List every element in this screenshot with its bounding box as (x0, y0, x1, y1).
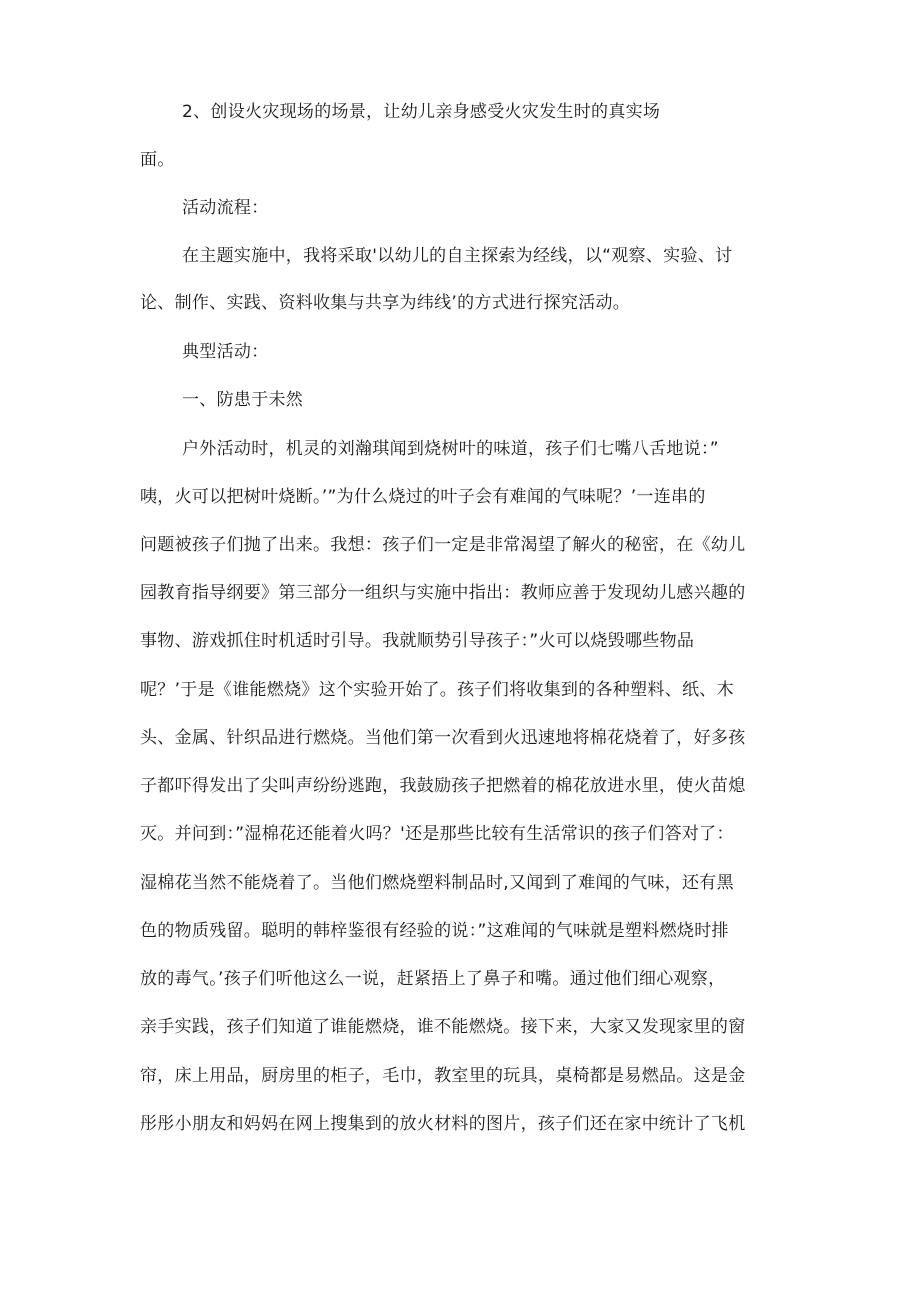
paragraph-line: 面。 (140, 150, 175, 170)
paragraph-line: 帘，床上用品，厨房里的柜子，毛巾，教室里的玩具，桌椅都是易燃品。这是金 (140, 1066, 746, 1086)
paragraph-line: 亲手实践，孩子们知道了谁能燃烧，谁不能燃烧。接下来，大家又发现家里的窗 (140, 1017, 746, 1037)
paragraph-line: 灭。并问到：”湿棉花还能着火吗？'还是那些比较有生活常识的孩子们答对了： (140, 824, 734, 844)
paragraph-line: 子都吓得发出了尖叫声纷纷逃跑，我鼓励孩子把燃着的棉花放进水里，使火苗熄 (140, 776, 746, 796)
paragraph-line: 咦，火可以把树叶烧断。’”为什么烧过的叶子会有难闻的气味呢？’一连串的 (140, 487, 706, 507)
paragraph-line: 问题被孩子们抛了出来。我想：孩子们一定是非常渴望了解火的秘密，在《幼儿 (140, 535, 746, 555)
paragraph-line: 户外活动时，机灵的刘瀚琪闻到烧树叶的味道，孩子们七嘴八舌地说：” (182, 439, 719, 459)
paragraph-line: 色的物质残留。聪明的韩梓鉴很有经验的说：”这难闻的气味就是塑料燃烧时排 (140, 921, 729, 941)
paragraph-line: 2、创设火灾现场的场景，让幼儿亲身感受火灾发生时的真实场 (182, 102, 661, 122)
paragraph-line: 论、制作、实践、资料收集与共享为纬线’的方式进行探究活动。 (140, 293, 631, 313)
section-heading: 活动流程： (182, 198, 269, 218)
section-heading: 一、防患于未然 (182, 390, 304, 410)
paragraph-line: 彤彤小朋友和妈妈在网上搜集到的放火材料的图片，孩子们还在家中统计了飞机 (140, 1114, 746, 1134)
paragraph-line: 在主题实施中，我将采取'以幼儿的自主探索为经线，以“观察、实验、讨 (182, 246, 733, 266)
paragraph-line: 园教育指导纲要》第三部分一组织与实施中指出：教师应善于发现幼儿感兴趣的 (140, 583, 746, 603)
paragraph-line: 事物、游戏抓住时机适时引导。我就顺势引导孩子：”火可以烧毁哪些物品 (140, 631, 695, 651)
paragraph-line: 放的毒气。’孩子们听他这么一说，赶紧捂上了鼻子和嘴。通过他们细心观察， (140, 969, 726, 989)
paragraph-line: 呢？’于是《谁能燃烧》这个实验开始了。孩子们将收集到的各种塑料、纸、木 (140, 680, 734, 700)
section-heading: 典型活动： (182, 342, 269, 362)
paragraph-line: 湿棉花当然不能烧着了。当他们燃烧塑料制品时,又闻到了难闻的气味，还有黑 (140, 873, 734, 893)
paragraph-line: 头、金属、针织品进行燃烧。当他们第一次看到火迅速地将棉花烧着了，好多孩 (140, 728, 746, 748)
